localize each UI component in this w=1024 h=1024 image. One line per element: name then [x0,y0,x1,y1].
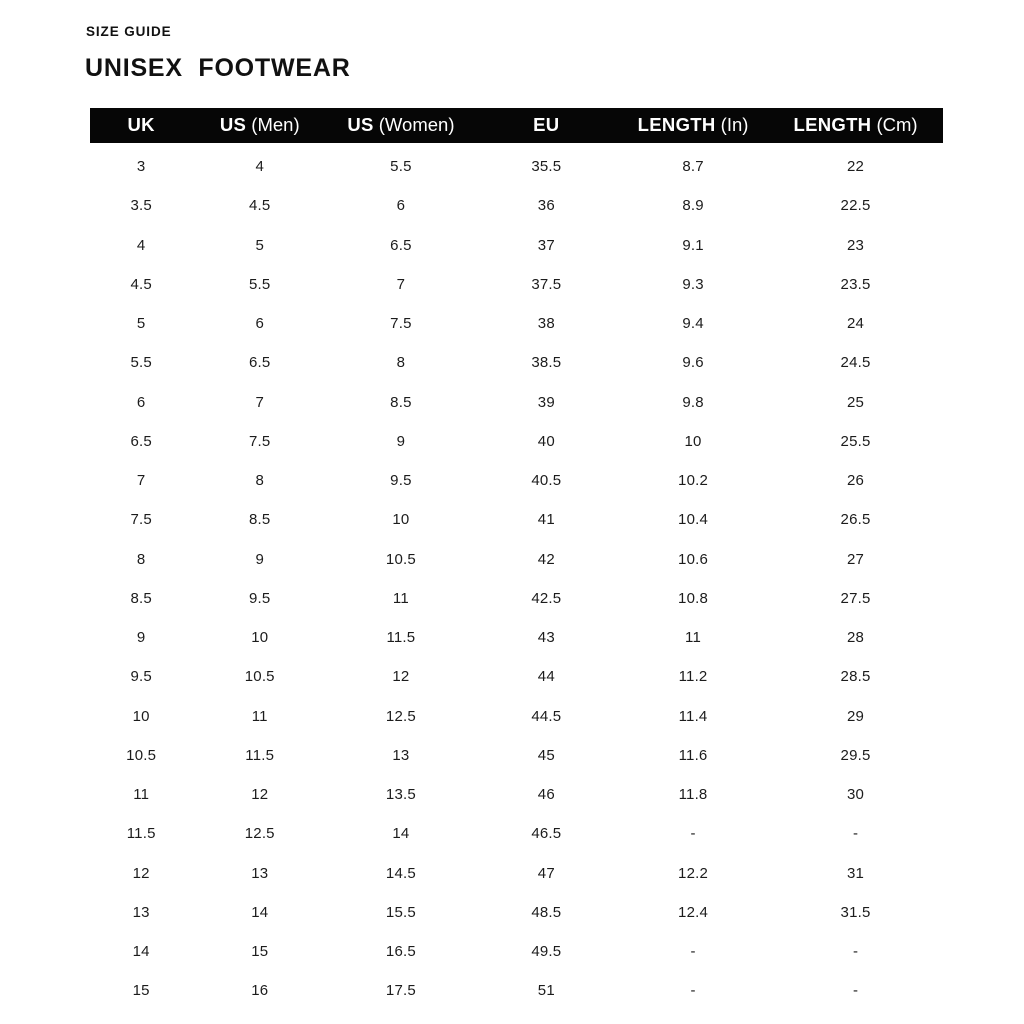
table-cell-length-cm: - [852,943,859,961]
table-cell-us-women: 8 [396,354,406,372]
table-cell-uk: 4 [136,236,146,254]
table-cell-us-women: 15.5 [385,903,416,921]
table-cell-uk: 10 [132,707,150,725]
table-cell-length-cm: - [852,825,859,843]
column-header-eu [475,116,618,135]
table-cell-eu: 44.5 [531,707,562,725]
table-cell-length-cm: 30 [846,786,865,804]
table-row [90,540,943,579]
table-row [90,854,943,893]
table-row [90,618,943,657]
table-cell-uk: 8.5 [130,589,152,607]
table-cell-uk: 3.5 [130,197,152,215]
table-cell-us-women: 5.5 [390,158,412,176]
table-cell-uk: 10.5 [126,746,157,764]
table-cell-length-cm: 25 [846,393,865,411]
table-cell-us-women: 14 [392,825,410,843]
table-cell-eu: 46.5 [531,825,562,843]
table-cell-length-cm: 29.5 [840,746,871,764]
column-header-label: US [219,114,247,136]
table-cell-length-in: 9.6 [682,354,704,372]
size-table-body [90,143,943,1011]
table-cell-length-in: 10.6 [678,550,709,568]
table-cell-us-men: 5.5 [249,275,271,293]
table-cell-length-cm: 22 [846,158,865,176]
table-cell-us-men: 9 [255,550,265,568]
column-header-uk [90,116,192,135]
table-cell-length-in: - [690,943,696,961]
table-cell-length-in: 11.2 [678,668,708,686]
table-cell-uk: 6.5 [130,432,152,450]
table-cell-length-cm: 24 [846,315,865,333]
table-cell-us-men: 12 [251,786,269,804]
table-cell-uk: 4.5 [130,275,152,293]
table-cell-eu: 46 [537,786,555,804]
table-cell-eu: 38.5 [531,354,562,372]
table-cell-us-men: 7.5 [249,432,271,450]
column-header-us-women [327,116,475,135]
size-table-header-row [90,108,943,143]
table-cell-length-cm: 27 [846,550,865,568]
table-cell-us-women: 11 [392,589,409,607]
table-cell-length-cm: 25.5 [840,432,871,450]
table-cell-length-in: 11.4 [678,707,708,725]
table-cell-eu: 49.5 [531,943,562,961]
table-cell-us-women: 7.5 [390,315,412,333]
table-cell-uk: 14 [132,943,150,961]
column-header-label: LENGTH [637,114,716,136]
table-row [90,736,943,775]
column-header-label: US [347,114,374,136]
table-cell-us-men: 8 [255,472,265,490]
table-cell-eu: 41 [537,511,555,529]
table-row [90,657,943,696]
table-cell-uk: 12 [132,864,150,882]
table-cell-length-cm: 28 [846,629,865,647]
table-cell-length-in: 9.3 [682,275,704,293]
table-cell-eu: 45 [537,746,555,764]
table-cell-us-women: 10 [392,511,410,529]
table-cell-uk: 11 [133,786,150,804]
table-cell-uk: 6 [136,393,146,411]
table-cell-us-men: 7 [255,393,265,411]
table-cell-us-women: 8.5 [390,393,412,411]
table-cell-eu: 42.5 [531,589,562,607]
table-cell-us-men: 6.5 [249,354,271,372]
table-cell-us-women: 9 [396,432,406,450]
table-row [90,226,943,265]
table-cell-us-men: 10 [251,629,269,647]
table-cell-eu: 40 [537,432,555,450]
table-cell-eu: 36 [537,197,555,215]
table-cell-uk: 15 [132,982,150,1000]
table-cell-uk: 13 [132,903,150,921]
table-row [90,422,943,461]
table-cell-length-in: 11.8 [678,786,708,804]
table-row [90,971,943,1010]
page-title: UNISEX FOOTWEAR [85,54,351,82]
table-cell-us-men: 9.5 [249,589,271,607]
column-header-label: EU [533,114,560,136]
table-cell-length-in: 12.4 [678,903,709,921]
table-cell-uk: 8 [136,550,146,568]
table-row [90,383,943,422]
table-cell-length-in: - [690,825,696,843]
table-cell-length-in: 8.9 [682,197,704,215]
table-row [90,304,943,343]
table-cell-length-in: - [690,982,696,1000]
table-row [90,814,943,853]
table-cell-us-men: 12.5 [244,825,275,843]
table-cell-eu: 37.5 [531,275,562,293]
table-cell-us-men: 11 [251,707,268,725]
table-cell-length-in: 10.2 [678,472,709,490]
table-cell-eu: 39 [537,393,555,411]
table-cell-length-in: 10.4 [678,511,709,529]
table-cell-us-women: 7 [396,275,406,293]
table-cell-length-cm: 24.5 [840,354,871,372]
size-table [90,108,943,1011]
table-row [90,343,943,382]
table-cell-us-men: 4.5 [249,197,271,215]
table-cell-eu: 42 [537,550,555,568]
table-row [90,265,943,304]
table-cell-us-women: 13 [392,746,410,764]
table-cell-length-cm: 22.5 [840,197,871,215]
table-cell-length-cm: 31.5 [840,903,871,921]
table-row [90,775,943,814]
table-cell-length-in: 11.6 [678,746,708,764]
table-cell-uk: 3 [136,158,146,176]
column-header-length-in [618,116,768,135]
table-cell-us-women: 13.5 [385,786,416,804]
table-cell-uk: 5.5 [130,354,152,372]
table-cell-us-women: 9.5 [390,472,412,490]
table-cell-us-women: 6.5 [390,236,412,254]
table-cell-us-women: 6 [396,197,406,215]
table-cell-eu: 35.5 [531,158,562,176]
table-cell-length-cm: - [852,982,859,1000]
table-cell-length-in: 12.2 [678,864,709,882]
column-header-us-men [192,116,327,135]
table-cell-length-in: 10 [684,432,702,450]
table-row [90,932,943,971]
table-cell-us-women: 11.5 [386,629,416,647]
table-cell-eu: 51 [537,982,555,1000]
column-header-note: (Cm) [871,114,918,136]
table-cell-uk: 9.5 [130,668,152,686]
table-cell-eu: 48.5 [531,903,562,921]
size-guide-eyebrow: SIZE GUIDE [86,24,172,39]
table-row [90,893,943,932]
table-cell-us-women: 12 [392,668,410,686]
table-cell-length-cm: 23.5 [840,275,871,293]
table-cell-eu: 37 [537,236,555,254]
table-cell-length-in: 9.8 [682,393,704,411]
table-cell-us-men: 8.5 [249,511,271,529]
table-cell-us-men: 14 [251,903,269,921]
table-row [90,186,943,225]
table-cell-uk: 7.5 [130,511,152,529]
column-header-note: (In) [715,114,749,136]
table-cell-us-women: 10.5 [385,550,416,568]
table-cell-uk: 7 [136,472,146,490]
table-cell-length-in: 8.7 [682,158,704,176]
column-header-note: (Women) [373,114,455,136]
table-cell-length-in: 9.1 [682,236,704,254]
table-cell-us-men: 6 [255,315,265,333]
table-row [90,579,943,618]
table-cell-us-men: 4 [255,158,265,176]
table-cell-us-men: 13 [251,864,269,882]
table-cell-us-men: 15 [251,943,269,961]
table-cell-us-men: 16 [251,982,269,1000]
table-cell-us-women: 16.5 [385,943,416,961]
table-cell-uk: 9 [136,629,146,647]
table-cell-eu: 40.5 [531,472,562,490]
table-cell-uk: 5 [136,315,146,333]
table-cell-us-men: 11.5 [245,746,275,764]
table-cell-uk: 11.5 [126,825,156,843]
column-header-note: (Men) [246,114,300,136]
table-cell-length-cm: 27.5 [840,589,871,607]
table-cell-us-women: 12.5 [385,707,416,725]
column-header-label: UK [127,114,155,136]
table-cell-us-women: 17.5 [385,982,416,1000]
table-row [90,461,943,500]
column-header-length-cm [768,116,943,135]
table-cell-length-in: 9.4 [682,315,704,333]
table-cell-length-cm: 29 [846,707,865,725]
table-cell-length-cm: 23 [846,236,865,254]
table-row [90,147,943,186]
table-cell-length-in: 10.8 [678,589,709,607]
column-header-label: LENGTH [793,114,872,136]
table-cell-length-in: 11 [685,629,702,647]
table-row [90,697,943,736]
table-cell-eu: 47 [537,864,555,882]
table-cell-length-cm: 31 [846,864,865,882]
table-cell-eu: 44 [537,668,555,686]
table-cell-eu: 38 [537,315,555,333]
table-cell-length-cm: 26 [846,472,865,490]
table-cell-length-cm: 26.5 [840,511,871,529]
table-cell-length-cm: 28.5 [840,668,871,686]
table-cell-eu: 43 [537,629,555,647]
table-cell-us-women: 14.5 [385,864,416,882]
table-row [90,500,943,539]
table-cell-us-men: 5 [255,236,265,254]
table-cell-us-men: 10.5 [244,668,275,686]
